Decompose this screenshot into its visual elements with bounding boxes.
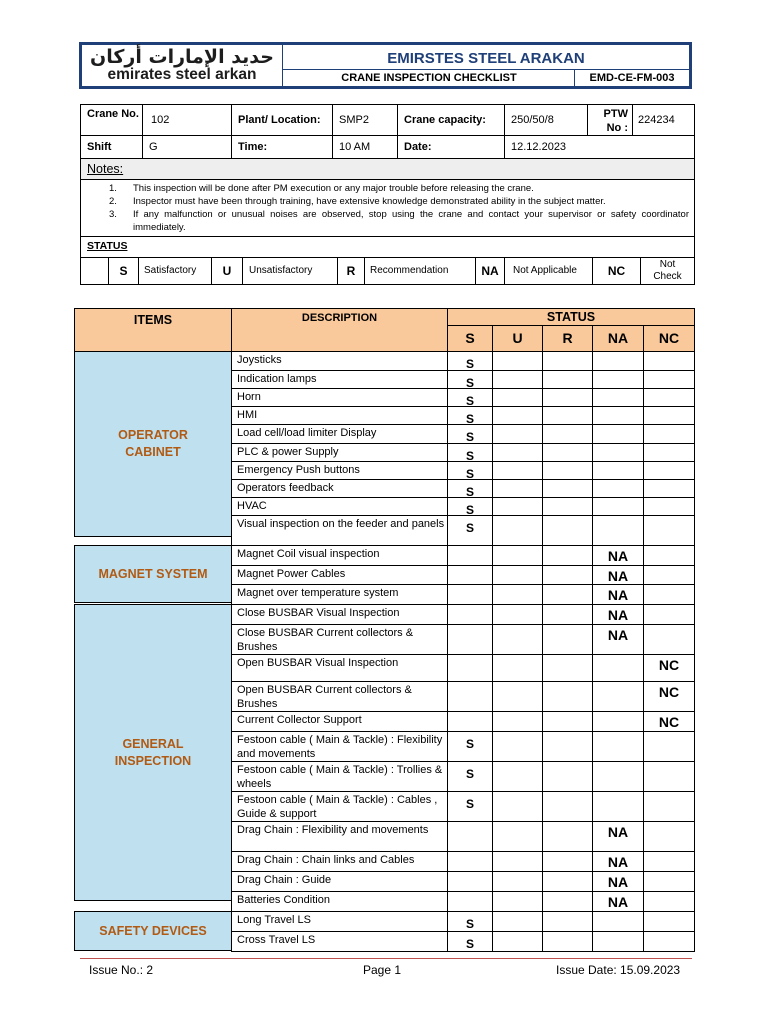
status-cell-nc[interactable] (643, 911, 695, 932)
status-cell-r[interactable] (542, 461, 593, 480)
crane-no-label: Crane No. (80, 104, 143, 136)
status-cell-u[interactable] (492, 911, 543, 932)
status-cell-na[interactable]: NA (592, 821, 644, 852)
item-description: Operators feedback (231, 479, 448, 498)
status-cell-nc[interactable] (643, 515, 695, 546)
status-cell-nc[interactable] (643, 584, 695, 605)
section-label: OPERATOR CABINET (74, 351, 232, 537)
status-cell-r[interactable] (542, 545, 593, 566)
status-cell-u[interactable] (492, 791, 543, 822)
items-column-header: ITEMS (74, 308, 232, 352)
status-cell-s[interactable] (447, 681, 493, 712)
item-description: Close BUSBAR Visual Inspection (231, 604, 448, 625)
notes-body: 1. This inspection will be done after PM execution or any major trouble before releasing the crane. 2. Inspector must have been through training, have extensive knowledge demonstrated ability in the subject matter. 3. If any malfunction or unusual noises are observed, stop using the crane and contact your supervisor or safety coordinator immediately. (80, 179, 695, 237)
status-cell-na[interactable]: NA (592, 624, 644, 655)
plant-location-label: Plant/ Location: (231, 104, 333, 136)
status-cell-s[interactable]: S (447, 424, 493, 444)
item-description: Drag Chain : Flexibility and movements (231, 821, 448, 852)
status-cell-na[interactable] (592, 931, 644, 952)
footer-page-number: Page 1 (363, 963, 402, 977)
status-cell-u[interactable] (492, 424, 543, 444)
status-cell-u[interactable] (492, 545, 543, 566)
status-cell-r[interactable] (542, 443, 593, 462)
status-cell-s[interactable]: S (447, 351, 493, 371)
status-cell-nc[interactable] (643, 891, 695, 912)
status-cell-u[interactable] (492, 479, 543, 498)
status-cell-r[interactable] (542, 681, 593, 712)
status-cell-s[interactable]: S (447, 406, 493, 425)
status-cell-na[interactable] (592, 654, 644, 682)
status-cell-u[interactable] (492, 654, 543, 682)
status-cell-u[interactable] (492, 515, 543, 546)
status-cell-s[interactable] (447, 851, 493, 872)
status-cell-u[interactable] (492, 624, 543, 655)
section-label: MAGNET SYSTEM (74, 545, 232, 603)
crane-capacity-label: Crane capacity: (397, 104, 505, 136)
status-cell-nc[interactable] (643, 931, 695, 952)
status-cell-r[interactable] (542, 711, 593, 732)
status-cell-na[interactable] (592, 791, 644, 822)
legend-code: R (337, 257, 365, 285)
legend-code: U (211, 257, 243, 285)
status-legend-title: STATUS (87, 240, 128, 252)
crane-no-value: 102 (142, 104, 232, 136)
status-cell-na[interactable] (592, 424, 644, 444)
status-cell-nc[interactable] (643, 461, 695, 480)
date-value: 12.12.2023 (504, 135, 695, 159)
time-value: 10 AM (332, 135, 398, 159)
company-logo (84, 46, 280, 86)
status-cell-r[interactable] (542, 931, 593, 952)
time-label: Time: (231, 135, 333, 159)
note-item: Inspector must have been through training, have extensive knowledge demonstrated ability in the subject matter. (133, 196, 606, 207)
status-cell-r[interactable] (542, 624, 593, 655)
status-cell-s[interactable]: S (447, 443, 493, 462)
status-cell-s[interactable]: S (447, 931, 493, 952)
legend-code: NC (592, 257, 641, 285)
status-cell-s[interactable]: S (447, 461, 493, 480)
item-description: Open BUSBAR Visual Inspection (231, 654, 448, 682)
status-cell-r[interactable] (542, 604, 593, 625)
status-cell-s[interactable]: S (447, 911, 493, 932)
notes-header-row (80, 158, 695, 180)
status-cell-nc[interactable] (643, 604, 695, 625)
section-label: SAFETY DEVICES (74, 911, 232, 951)
status-cell-s[interactable] (447, 711, 493, 732)
status-cell-r[interactable] (542, 424, 593, 444)
status-col-na: NA (592, 325, 644, 352)
status-cell-r[interactable] (542, 370, 593, 389)
status-cell-u[interactable] (492, 731, 543, 762)
section-label: GENERAL INSPECTION (74, 604, 232, 901)
status-cell-r[interactable] (542, 565, 593, 585)
logo-english-text: emirates steel arkan (107, 66, 257, 83)
status-cell-nc[interactable] (643, 406, 695, 425)
item-description: Visual inspection on the feeder and panels (231, 515, 448, 546)
status-cell-nc[interactable] (643, 565, 695, 585)
status-cell-na[interactable] (592, 731, 644, 762)
status-cell-nc[interactable] (643, 370, 695, 389)
item-description: Festoon cable ( Main & Tackle) : Flexibility and movements (231, 731, 448, 762)
status-cell-u[interactable] (492, 406, 543, 425)
status-cell-na[interactable] (592, 461, 644, 480)
status-cell-na[interactable] (592, 443, 644, 462)
status-col-nc: NC (643, 325, 695, 352)
status-cell-nc[interactable] (643, 731, 695, 762)
status-cell-r[interactable] (542, 791, 593, 822)
status-cell-s[interactable] (447, 545, 493, 566)
status-cell-r[interactable] (542, 654, 593, 682)
shift-value: G (142, 135, 232, 159)
description-column-header: DESCRIPTION (231, 308, 448, 352)
status-cell-r[interactable] (542, 911, 593, 932)
status-cell-u[interactable] (492, 604, 543, 625)
item-description: Emergency Push buttons (231, 461, 448, 480)
status-cell-na[interactable] (592, 681, 644, 712)
status-cell-u[interactable] (492, 351, 543, 371)
status-cell-u[interactable] (492, 821, 543, 852)
status-legend-header (80, 236, 695, 258)
item-description: Long Travel LS (231, 911, 448, 932)
status-cell-s[interactable] (447, 604, 493, 625)
item-description: HVAC (231, 497, 448, 516)
item-description: Magnet Power Cables (231, 565, 448, 585)
item-description: Close BUSBAR Current collectors & Brushes (231, 624, 448, 655)
status-cell-s[interactable] (447, 891, 493, 912)
item-description: Cross Travel LS (231, 931, 448, 952)
ptw-no-label: PTW No : (587, 104, 633, 136)
status-cell-na[interactable]: NA (592, 604, 644, 625)
status-cell-s[interactable]: S (447, 479, 493, 498)
status-cell-u[interactable] (492, 565, 543, 585)
footer-rule (80, 958, 692, 959)
status-cell-r[interactable] (542, 851, 593, 872)
crane-capacity-value: 250/50/8 (504, 104, 588, 136)
status-cell-s[interactable]: S (447, 497, 493, 516)
header-divider (574, 69, 575, 87)
status-cell-u[interactable] (492, 461, 543, 480)
item-description: Current Collector Support (231, 711, 448, 732)
status-cell-r[interactable] (542, 871, 593, 892)
status-cell-nc[interactable] (643, 851, 695, 872)
status-cell-r[interactable] (542, 584, 593, 605)
item-description: Drag Chain : Chain links and Cables (231, 851, 448, 872)
status-cell-r[interactable] (542, 731, 593, 762)
status-cell-r[interactable] (542, 497, 593, 516)
status-cell-na[interactable]: NA (592, 545, 644, 566)
status-cell-s[interactable] (447, 654, 493, 682)
status-cell-na[interactable] (592, 388, 644, 407)
status-cell-na[interactable]: NA (592, 565, 644, 585)
form-code: EMD-CE-FM-003 (589, 72, 675, 84)
status-cell-na[interactable] (592, 497, 644, 516)
status-cell-u[interactable] (492, 497, 543, 516)
item-description: PLC & power Supply (231, 443, 448, 462)
company-name: EMIRSTES STEEL ARAKAN (387, 50, 585, 67)
status-cell-na[interactable] (592, 370, 644, 389)
ptw-no-value: 224234 (632, 104, 695, 136)
item-description: Magnet Coil visual inspection (231, 545, 448, 566)
status-cell-u[interactable] (492, 851, 543, 872)
status-cell-nc[interactable] (643, 424, 695, 444)
status-cell-nc[interactable] (643, 497, 695, 516)
status-cell-s[interactable] (447, 821, 493, 852)
status-cell-na[interactable]: NA (592, 891, 644, 912)
shift-label: Shift (80, 135, 143, 159)
legend-code: S (108, 257, 139, 285)
status-cell-u[interactable] (492, 711, 543, 732)
legend-meaning: Unsatisfactory (242, 257, 338, 285)
status-cell-r[interactable] (542, 479, 593, 498)
item-description: Load cell/load limiter Display (231, 424, 448, 444)
status-cell-r[interactable] (542, 351, 593, 371)
status-cell-r[interactable] (542, 406, 593, 425)
legend-meaning: Not Applicable (504, 257, 593, 285)
status-cell-u[interactable] (492, 891, 543, 912)
item-description: Batteries Condition (231, 891, 448, 912)
status-cell-na[interactable] (592, 761, 644, 792)
note-item: If any malfunction or unusual noises are observed, stop using the crane and contact your supervisor or safety coordinator immediately. (133, 209, 689, 233)
status-cell-u[interactable] (492, 681, 543, 712)
status-cell-na[interactable]: NA (592, 871, 644, 892)
status-cell-u[interactable] (492, 871, 543, 892)
status-cell-nc[interactable] (643, 388, 695, 407)
status-cell-r[interactable] (542, 891, 593, 912)
notes-title: Notes: (87, 162, 124, 176)
item-description: HMI (231, 406, 448, 425)
status-cell-u[interactable] (492, 931, 543, 952)
status-cell-r[interactable] (542, 761, 593, 792)
status-cell-r[interactable] (542, 388, 593, 407)
item-description: Joysticks (231, 351, 448, 371)
status-cell-nc[interactable] (643, 624, 695, 655)
status-cell-nc[interactable] (643, 479, 695, 498)
logo-arabic-text: حديد الإمارات أركان (90, 46, 274, 68)
status-cell-u[interactable] (492, 388, 543, 407)
legend-meaning: Recommendation (364, 257, 476, 285)
status-cell-u[interactable] (492, 443, 543, 462)
status-cell-r[interactable] (542, 821, 593, 852)
status-cell-s[interactable] (447, 584, 493, 605)
status-cell-na[interactable] (592, 406, 644, 425)
plant-location-value: SMP2 (332, 104, 398, 136)
legend-code: NA (475, 257, 505, 285)
status-cell-nc[interactable] (643, 791, 695, 822)
status-cell-nc[interactable] (643, 443, 695, 462)
item-description: Open BUSBAR Current collectors & Brushes (231, 681, 448, 712)
legend-meaning: Not Check (653, 259, 682, 282)
status-cell-na[interactable] (592, 479, 644, 498)
status-cell-nc[interactable]: NC (643, 681, 695, 712)
status-col-u: U (492, 325, 543, 352)
status-cell-nc[interactable] (643, 761, 695, 792)
status-cell-s[interactable]: S (447, 761, 493, 792)
status-col-r: R (542, 325, 593, 352)
status-cell-u[interactable] (492, 370, 543, 389)
item-description: Festoon cable ( Main & Tackle) : Trollies & wheels (231, 761, 448, 792)
footer-issue-no: Issue No.: 2 (89, 963, 154, 977)
status-cell-na[interactable] (592, 351, 644, 371)
item-description: Magnet over temperature system (231, 584, 448, 605)
status-cell-na[interactable]: NA (592, 851, 644, 872)
status-cell-nc[interactable] (643, 821, 695, 852)
status-cell-s[interactable]: S (447, 388, 493, 407)
status-column-header: STATUS (447, 308, 695, 326)
status-cell-na[interactable] (592, 911, 644, 932)
status-cell-u[interactable] (492, 761, 543, 792)
status-cell-nc[interactable] (643, 545, 695, 566)
status-col-s: S (447, 325, 493, 352)
status-cell-s[interactable] (447, 565, 493, 585)
status-cell-nc[interactable] (643, 351, 695, 371)
note-item: This inspection will be done after PM execution or any major trouble before releasing the crane. (133, 183, 534, 194)
status-cell-r[interactable] (542, 515, 593, 546)
status-cell-na[interactable] (592, 711, 644, 732)
header-divider (282, 45, 283, 87)
item-description: Indication lamps (231, 370, 448, 389)
legend-meaning: Satisfactory (138, 257, 212, 285)
footer-issue-date: Issue Date: 15.09.2023 (556, 963, 681, 977)
date-label: Date: (397, 135, 505, 159)
item-description: Festoon cable ( Main & Tackle) : Cables , Guide & support (231, 791, 448, 822)
status-cell-nc[interactable]: NC (643, 711, 695, 732)
status-cell-s[interactable]: S (447, 791, 493, 822)
status-cell-nc[interactable] (643, 871, 695, 892)
status-cell-s[interactable]: S (447, 731, 493, 762)
form-title: CRANE INSPECTION CHECKLIST (341, 72, 517, 84)
status-cell-s[interactable]: S (447, 370, 493, 389)
status-cell-na[interactable]: NA (592, 584, 644, 605)
status-cell-u[interactable] (492, 584, 543, 605)
status-cell-s[interactable]: S (447, 515, 493, 546)
status-cell-na[interactable] (592, 515, 644, 546)
status-cell-nc[interactable]: NC (643, 654, 695, 682)
status-cell-s[interactable] (447, 624, 493, 655)
item-description: Horn (231, 388, 448, 407)
status-cell-s[interactable] (447, 871, 493, 892)
item-description: Drag Chain : Guide (231, 871, 448, 892)
